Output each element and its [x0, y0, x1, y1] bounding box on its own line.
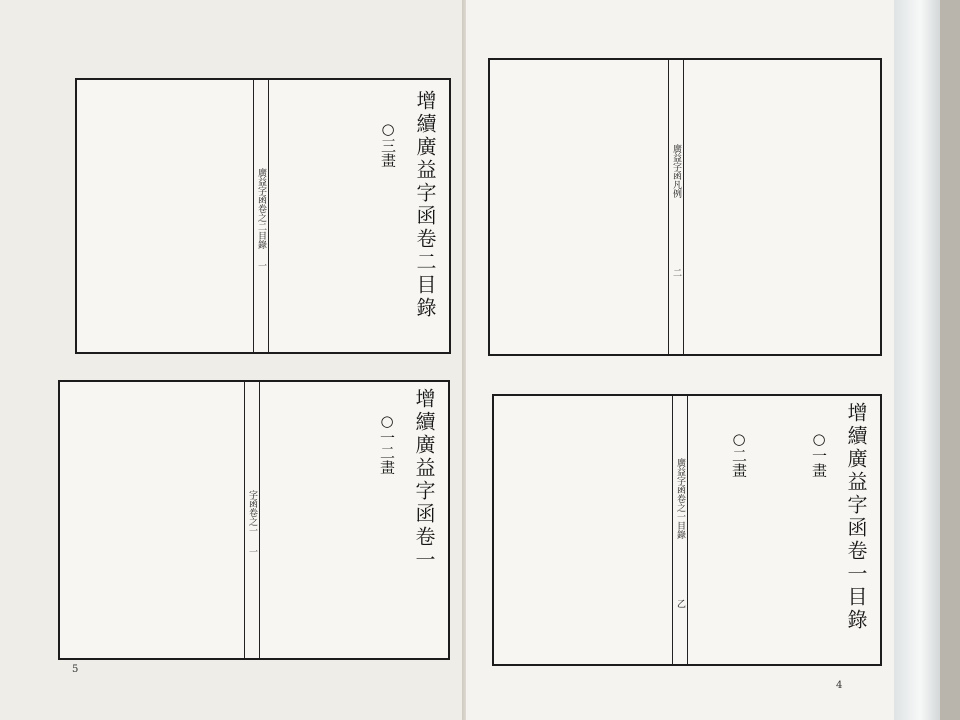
index-entry: [212, 154, 213, 160]
index-entry: [212, 126, 213, 132]
band-number: 乙: [675, 599, 685, 608]
index-entry: [775, 440, 776, 446]
index-column: [201, 98, 223, 338]
index-entry: [344, 154, 345, 160]
index-column: [135, 98, 157, 338]
index-entry: [645, 468, 646, 474]
vol1-index-grid: [534, 412, 814, 652]
index-entry: [645, 412, 646, 418]
index-entry: [234, 126, 235, 132]
index-entry: [749, 440, 750, 446]
index-entry: [671, 468, 672, 474]
vol1-text-band: [244, 382, 260, 660]
index-entry: [801, 440, 802, 446]
index-column: [554, 412, 580, 652]
index-entry: [300, 126, 301, 132]
index-column: [355, 98, 377, 338]
index-column: [333, 98, 355, 338]
index-entry: [567, 412, 568, 418]
index-entry: [146, 98, 147, 104]
page-number-left: 5: [72, 664, 79, 675]
index-column: [289, 98, 311, 338]
vol1-index-title: 增續廣益字函卷一目錄: [844, 402, 868, 632]
index-column: [267, 98, 289, 338]
index-entry: [645, 440, 646, 446]
index-entry: [278, 126, 279, 132]
left-page: [0, 0, 466, 720]
index-entry: [619, 412, 620, 418]
index-entry: [593, 468, 594, 474]
index-entry: [168, 98, 169, 104]
index-entry: [322, 98, 323, 104]
dictionary-line-right: [266, 404, 278, 652]
index-entry: [723, 412, 724, 418]
band-label: 字函卷之一: [247, 490, 257, 535]
index-entry: [366, 98, 367, 104]
index-column: [580, 412, 606, 652]
index-entry: [168, 154, 169, 160]
index-entry: [344, 98, 345, 104]
index-entry: [190, 126, 191, 132]
band-label: 廣益字函凡例: [671, 143, 681, 198]
vol2-index-title: 增續廣益字函卷二目錄: [413, 90, 437, 320]
index-entry: [697, 468, 698, 474]
index-entry: [775, 412, 776, 418]
index-entry: [697, 440, 698, 446]
index-entry: [366, 126, 367, 132]
vol1-index-section-2: ○二畫: [730, 430, 748, 478]
index-column: [179, 98, 201, 338]
band-number: 二: [671, 267, 681, 277]
index-entry: [697, 412, 698, 418]
band-label: 廣益字函卷之二目錄: [256, 168, 266, 249]
preface-text: [496, 66, 874, 346]
index-entry: [278, 154, 279, 160]
vol1-dictionary-text-right: [260, 386, 320, 652]
index-entry: [801, 468, 802, 474]
vol1-text-section: ○一二畫: [378, 412, 396, 475]
index-entry: [322, 126, 323, 132]
index-entry: [723, 468, 724, 474]
page-number-right: 4: [836, 680, 843, 691]
index-entry: [344, 126, 345, 132]
band-label: 廣益字函卷之一目錄: [675, 458, 685, 539]
index-entry: [300, 98, 301, 104]
index-entry: [256, 154, 257, 160]
index-column: [632, 412, 658, 652]
index-entry: [256, 126, 257, 132]
index-entry: [749, 468, 750, 474]
index-entry: [300, 154, 301, 160]
index-entry: [619, 440, 620, 446]
index-entry: [234, 154, 235, 160]
index-entry: [801, 412, 802, 418]
index-entry: [212, 98, 213, 104]
vol1-text-title: 增續廣益字函卷一: [412, 388, 436, 572]
index-column: [710, 412, 736, 652]
index-column: [245, 98, 267, 338]
vol1-text-block: [58, 380, 450, 660]
dictionary-line-right: [308, 404, 320, 652]
vol2-index-grid: [117, 98, 377, 338]
index-entry: [190, 98, 191, 104]
vol1-index-section-1: ○一畫: [810, 430, 828, 478]
dictionary-line-right: [280, 404, 292, 652]
book-cover-edge: [940, 0, 960, 720]
index-entry: [593, 412, 594, 418]
vol2-index-block: [75, 78, 451, 354]
index-column: [311, 98, 333, 338]
preface-block: [488, 58, 882, 356]
index-entry: [723, 440, 724, 446]
index-entry: [190, 154, 191, 160]
band-number: 一: [247, 547, 257, 556]
index-entry: [168, 126, 169, 132]
index-entry: [567, 468, 568, 474]
index-column: [157, 98, 179, 338]
index-column: [684, 412, 710, 652]
vol2-index-section: ○三畫: [379, 120, 397, 168]
index-entry: [366, 154, 367, 160]
vol1-head-chars: [60, 382, 242, 652]
index-column: [762, 412, 788, 652]
index-entry: [322, 154, 323, 160]
index-entry: [278, 98, 279, 104]
index-entry: [593, 440, 594, 446]
index-column: [736, 412, 762, 652]
right-page: [466, 0, 894, 720]
index-column: [658, 412, 684, 652]
index-entry: [234, 98, 235, 104]
index-entry: [671, 440, 672, 446]
index-column: [223, 98, 245, 338]
band-number: 一: [256, 261, 266, 270]
index-entry: [619, 468, 620, 474]
index-entry: [567, 440, 568, 446]
index-column: [788, 412, 814, 652]
index-column: [606, 412, 632, 652]
index-entry: [256, 98, 257, 104]
vol1-index-block: [492, 394, 882, 666]
index-entry: [749, 412, 750, 418]
dictionary-line-right: [294, 404, 306, 652]
index-entry: [671, 412, 672, 418]
